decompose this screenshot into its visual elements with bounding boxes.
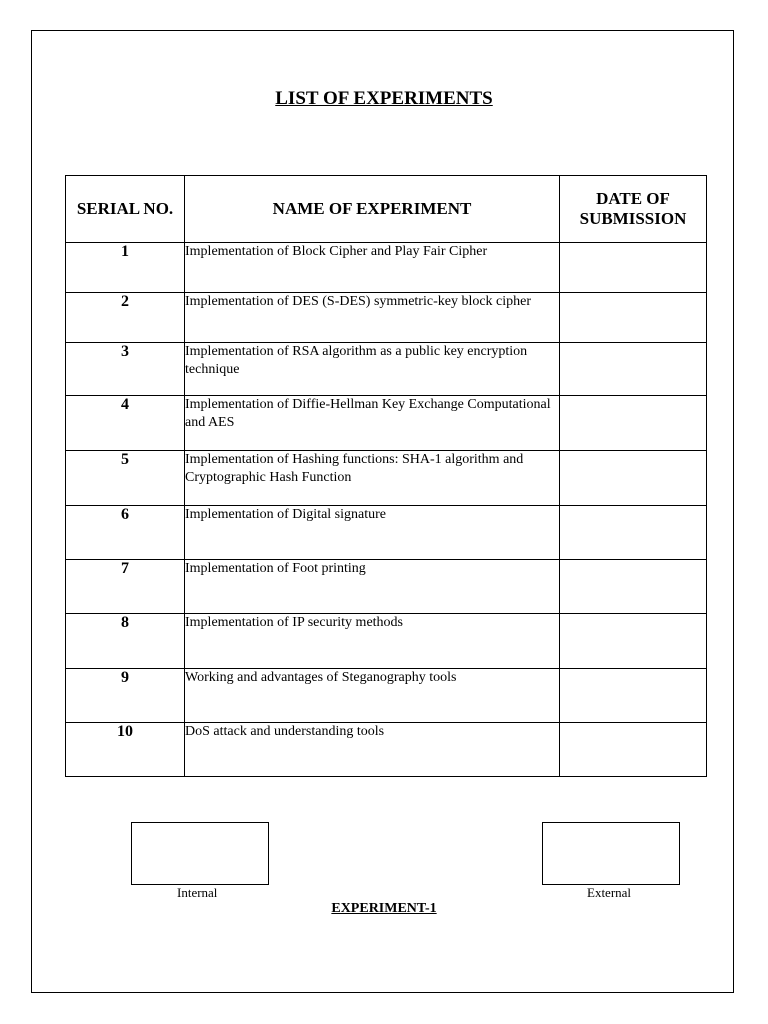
name-header: NAME OF EXPERIMENT [185, 176, 560, 243]
experiment-name-cell: Working and advantages of Steganography tools [185, 669, 560, 723]
table-row [66, 451, 707, 506]
experiments-table [65, 175, 707, 777]
serial-cell: 5 [66, 451, 185, 506]
experiment-name-cell: Implementation of Foot printing [185, 560, 560, 614]
table-header-row [66, 176, 707, 243]
page-title: LIST OF EXPERIMENTS [275, 88, 493, 109]
table-body [66, 243, 707, 777]
external-label: External [587, 885, 632, 900]
serial-cell: 1 [66, 243, 185, 293]
experiment-name-cell: Implementation of RSA algorithm as a public key encryption technique [185, 343, 560, 396]
experiment-name-cell: Implementation of DES (S-DES) symmetric-key block cipher [185, 293, 560, 343]
submission-date-cell [560, 614, 707, 669]
serial-cell: 2 [66, 293, 185, 343]
table-row [66, 396, 707, 451]
experiment-name-cell: Implementation of Digital signature [185, 506, 560, 560]
serial-cell: 4 [66, 396, 185, 451]
serial-cell: 10 [66, 723, 185, 777]
experiment-name-cell: Implementation of Diffie-Hellman Key Exchange Computational and AES [185, 396, 560, 451]
experiment-name-cell: Implementation of Block Cipher and Play Fair Cipher [185, 243, 560, 293]
table-row [66, 614, 707, 669]
experiment-name-cell: Implementation of IP security methods [185, 614, 560, 669]
serial-cell: 3 [66, 343, 185, 396]
serial-cell: 9 [66, 669, 185, 723]
serial-cell: 8 [66, 614, 185, 669]
date-header [560, 176, 707, 243]
submission-date-cell [560, 343, 707, 396]
table-row [66, 506, 707, 560]
serial-cell: 7 [66, 560, 185, 614]
submission-date-cell [560, 723, 707, 777]
table-row [66, 343, 707, 396]
experiment-heading: EXPERIMENT-1 [331, 901, 437, 916]
table-row [66, 560, 707, 614]
table-row [66, 723, 707, 777]
experiment-name-cell: Implementation of Hashing functions: SHA-1 algorithm and Cryptographic Hash Function [185, 451, 560, 506]
table-row [66, 293, 707, 343]
serial-cell: 6 [66, 506, 185, 560]
experiment-name-cell: DoS attack and understanding tools [185, 723, 560, 777]
internal-signature-box [131, 822, 269, 885]
submission-date-cell [560, 451, 707, 506]
submission-date-cell [560, 396, 707, 451]
submission-date-cell [560, 669, 707, 723]
table-row [66, 243, 707, 293]
table-row [66, 669, 707, 723]
submission-date-cell [560, 243, 707, 293]
serial-header: SERIAL NO. [66, 176, 185, 243]
internal-label: Internal [177, 885, 218, 900]
submission-date-cell [560, 506, 707, 560]
date-header-line2: SUBMISSION [579, 209, 687, 228]
date-header-line1: DATE OF [596, 189, 670, 208]
submission-date-cell [560, 560, 707, 614]
external-signature-box [542, 822, 680, 885]
submission-date-cell [560, 293, 707, 343]
